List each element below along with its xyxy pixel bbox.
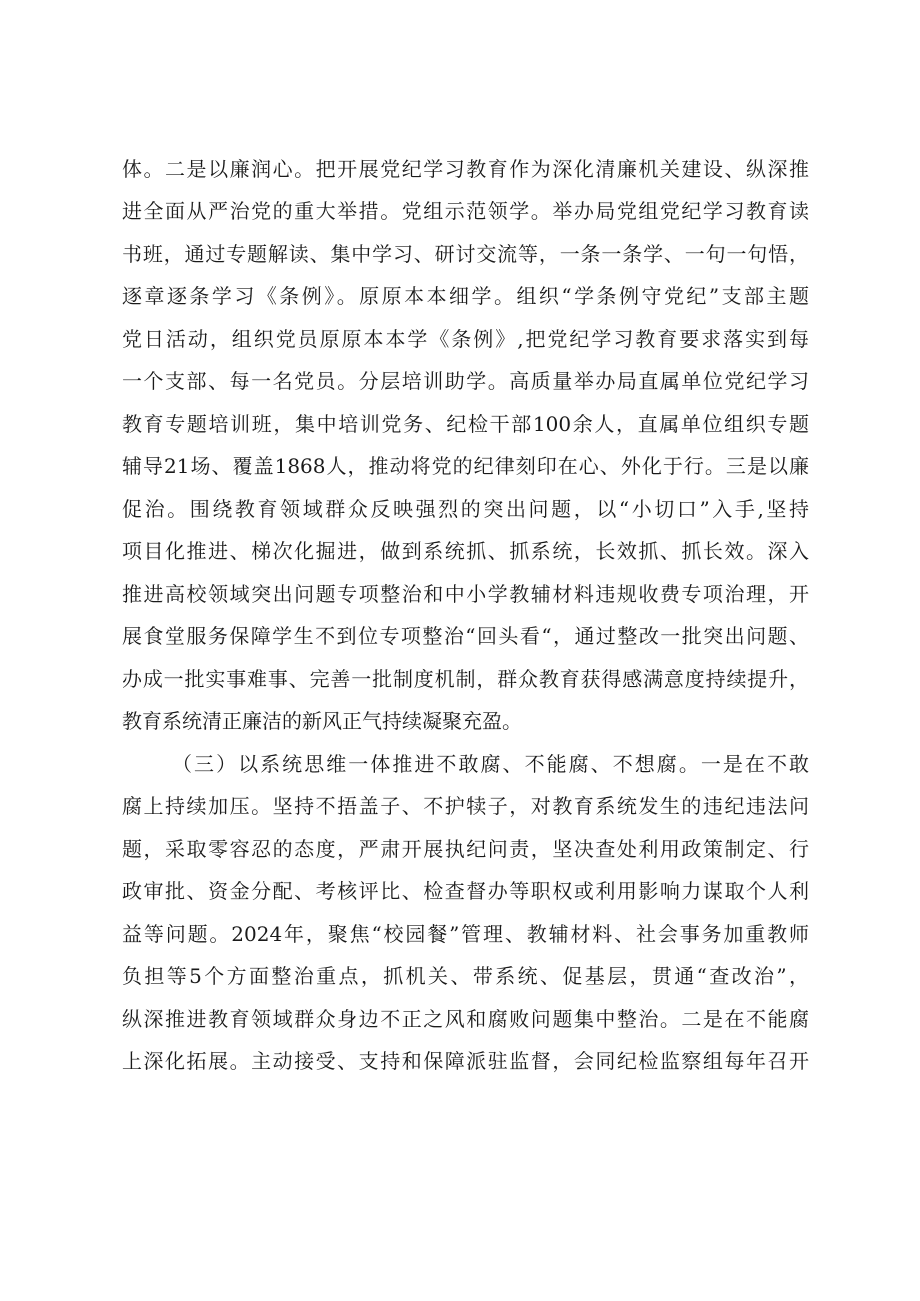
body-text-line: 腐上持续加压。坚持不捂盖子、不护犊子，对教育系统发生的违纪违法问 (122, 794, 809, 818)
body-text-line: 办成一批实事难事、完善一批制度机制，群众教育获得感满意度持续提升， (122, 667, 809, 691)
body-text-line: 体。二是以廉润心。把开展党纪学习教育作为深化清廉机关建设、纵深推 (122, 157, 809, 181)
section-heading-line: （三）以系统思维一体推进不敢腐、不能腐、不想腐。一是在不敢 (172, 752, 809, 776)
body-text-line: 推进高校领域突出问题专项整治和中小学教辅材料违规收费专项治理，开 (122, 582, 809, 606)
body-text-line: 展食堂服务保障学生不到位专项整治“回头看“，通过整改一批突出问题、 (122, 624, 809, 648)
body-text-line: 政审批、资金分配、考核评比、检查督办等职权或利用影响力谋取个人利 (122, 879, 809, 903)
body-text-line: 逐章逐条学习《条例》。原原本本细学。组织“学条例守党纪”支部主题 (122, 284, 809, 308)
body-text-line: 项目化推进、梯次化掘进，做到系统抓、抓系统，长效抓、抓长效。深入 (122, 539, 809, 563)
body-text-line: 辅导21场、覆盖1868人，推动将党的纪律刻印在心、外化于行。三是以廉 (122, 454, 809, 478)
body-text-line: 教育系统清正廉洁的新风正气持续凝聚充盈。 (122, 709, 522, 733)
body-text-line: 一个支部、每一名党员。分层培训助学。高质量举办局直属单位党纪学习 (122, 369, 809, 393)
body-text-line: 党日活动，组织党员原原本本学《条例》,把党纪学习教育要求落实到每 (122, 327, 809, 351)
body-text-line: 教育专题培训班，集中培训党务、纪检干部100余人，直属单位组织专题 (122, 412, 809, 436)
body-text-line: 益等问题。2024年，聚焦“校园餐”管理、教辅材料、社会事务加重教师 (122, 922, 809, 946)
body-text-line: 负担等5个方面整治重点，抓机关、带系统、促基层，贯通“查改治”， (122, 964, 809, 988)
body-text-line: 书班，通过专题解读、集中学习、研讨交流等，一条一条学、一句一句悟， (122, 242, 809, 266)
body-text-line: 题，采取零容忍的态度，严肃开展执纪问责，坚决查处利用政策制定、行 (122, 837, 809, 861)
body-text-line: 进全面从严治党的重大举措。党组示范领学。举办局党组党纪学习教育读 (122, 199, 809, 223)
body-text-line: 上深化拓展。主动接受、支持和保障派驻监督，会同纪检监察组每年召开 (122, 1049, 809, 1073)
body-text-line: 促治。围绕教育领域群众反映强烈的突出问题，以“小切口”入手,坚持 (122, 497, 809, 521)
body-text-line: 纵深推进教育领域群众身边不正之风和腐败问题集中整治。二是在不能腐 (122, 1007, 809, 1031)
